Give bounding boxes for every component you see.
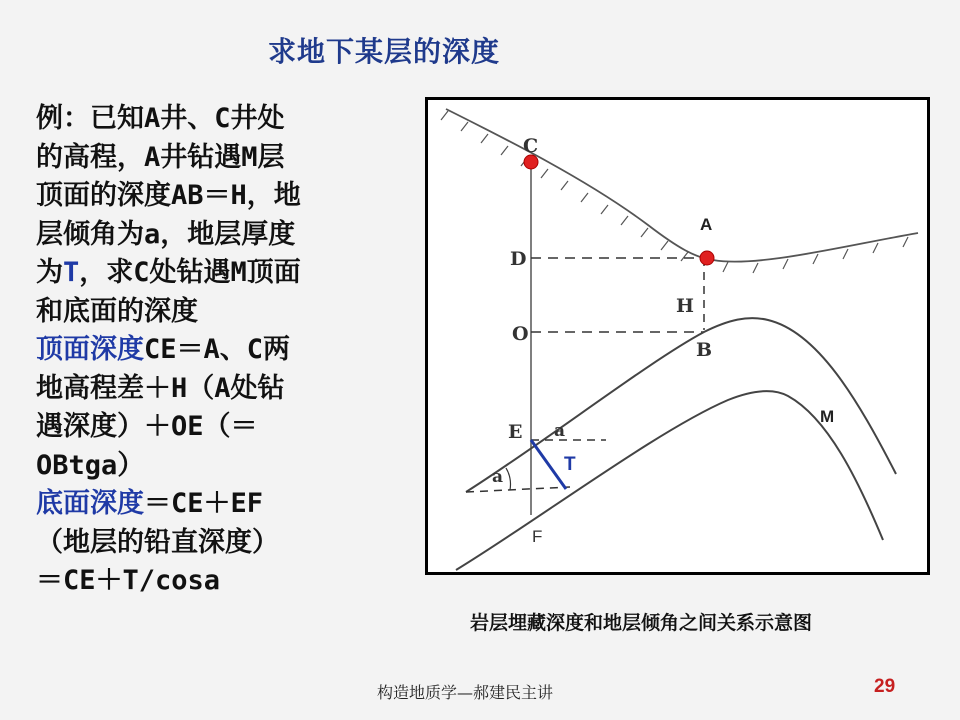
text-line: ＝CE＋T/cosa: [36, 565, 221, 596]
label-c: C: [523, 135, 539, 157]
depth-diagram: [425, 97, 930, 575]
label-f: F: [532, 527, 543, 546]
text-line: 层倾角为a，地层厚度: [36, 218, 296, 250]
page-title: 求地下某层的深度: [268, 35, 501, 68]
text-span: ，求C处钻遇M顶面: [79, 257, 301, 288]
diagram-svg: [428, 100, 927, 572]
text-span: 为: [36, 257, 63, 288]
angle-a-lower-line: [466, 487, 570, 492]
page-number: 29: [874, 676, 896, 697]
label-a-lower: a: [492, 467, 504, 487]
text-line: 例：已知A井、C井处: [36, 103, 285, 134]
label-m: M: [820, 407, 835, 426]
label-b: B: [696, 339, 713, 361]
figure-caption: 岩层埋藏深度和地层倾角之间关系示意图: [470, 612, 813, 634]
thickness-t-line: [531, 440, 566, 489]
slide-footer: 构造地质学—郝建民主讲: [377, 683, 554, 702]
text-line: [36, 485, 406, 524]
label-d: D: [510, 248, 527, 270]
label-a-well: A: [700, 215, 713, 234]
text-span: CE＝A、C两: [144, 334, 291, 365]
angle-a-lower-arc: [506, 468, 511, 490]
text-line: 地高程差＋H（A处钻: [36, 372, 285, 404]
thickness-symbol: T: [63, 257, 80, 288]
layer-m-bottom: [456, 391, 883, 570]
bottom-depth-heading: 底面深度: [36, 488, 144, 519]
text-line: 和底面的深度: [36, 295, 198, 327]
text-line: [36, 254, 406, 293]
top-depth-heading: 顶面深度: [36, 334, 144, 365]
text-line: （地层的铅直深度）: [36, 526, 279, 558]
text-line: OBtga）: [36, 449, 145, 481]
label-o: O: [512, 323, 529, 345]
label-e: E: [508, 421, 523, 443]
problem-text: [36, 100, 406, 601]
well-c-marker: [524, 155, 538, 169]
label-t: T: [564, 454, 576, 475]
label-h: H: [676, 295, 694, 317]
ground-surface-line: [446, 109, 918, 262]
label-a-upper: a: [554, 421, 566, 441]
well-a-marker: [700, 251, 714, 265]
text-line: 顶面的深度AB＝H，地: [36, 180, 301, 211]
text-line: 遇深度）＋OE（＝: [36, 411, 258, 442]
text-line: 的高程，A井钻遇M层: [36, 141, 285, 173]
text-line: [36, 331, 406, 370]
text-span: ＝CE＋EF: [144, 488, 264, 519]
